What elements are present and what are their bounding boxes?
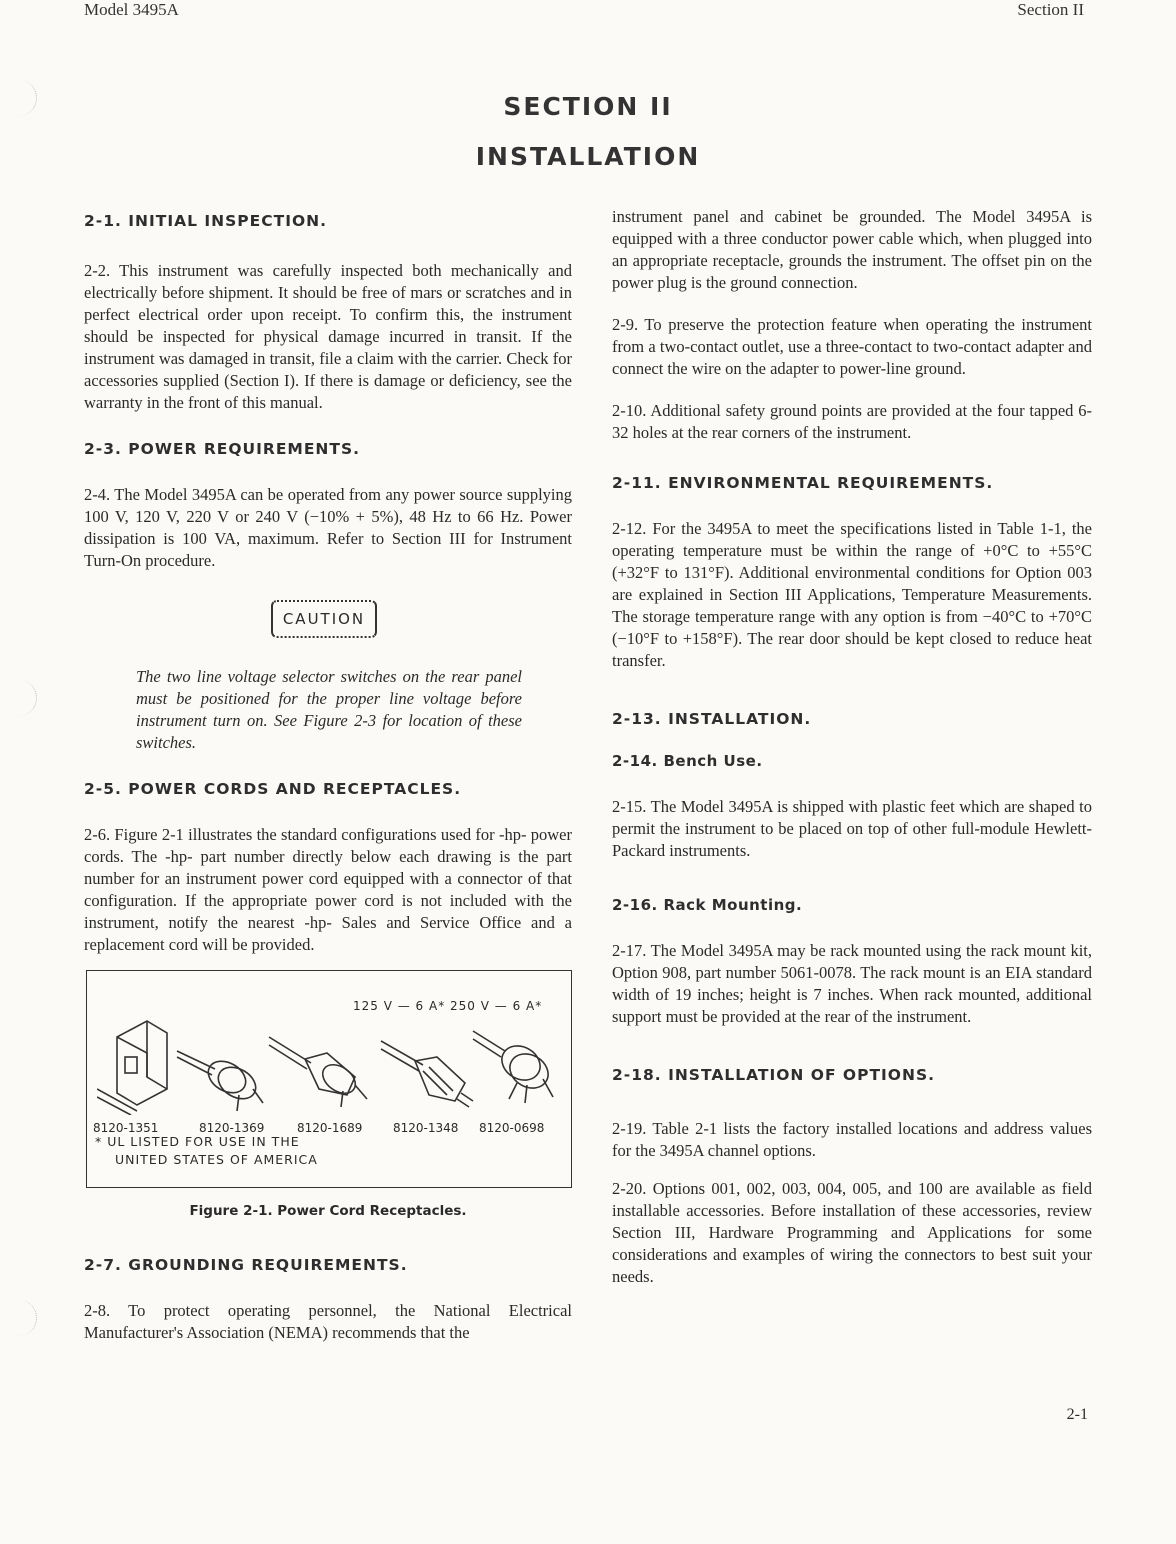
plug-8120-0698-icon <box>473 1031 554 1103</box>
binder-hole-mark <box>14 1300 37 1336</box>
part-number: 8120-1369 <box>199 1121 265 1135</box>
figure-caption: Figure 2-1. Power Cord Receptacles. <box>189 1203 467 1219</box>
paragraph-2-12: 2-12. For the 3495A to meet the specifications listed in Table 1-1, the operating temperature must be within the range of +0°C to +55°C (+32°F to 131°F). Additional environmental conditions for Option 003 are explained in Section III Applications, Temperature Measurements. The storage temperature range with any option is from −40°C to +70°C (−10°F to +158°F). The rear door should be kept closed to reduce heat transfer. <box>612 519 1092 670</box>
section-title: SECTION II <box>503 92 673 121</box>
left-column <box>84 210 572 1344</box>
paragraph-2-19: 2-19. Table 2-1 lists the factory installed locations and address values for the 3495A channel options. <box>612 1119 1092 1160</box>
power-plug-drawings <box>97 1007 567 1115</box>
paragraph-2-20: 2-20. Options 001, 002, 003, 004, 005, and 100 are available as field installable accessories. Before installation of these accessories, review Section III, Hardware Programming and Applications for some considerations and examples of wiring the connectors to best suit your needs. <box>612 1179 1092 1286</box>
paragraph-2-4: 2-4. The Model 3495A can be operated from any power source supplying 100 V, 120 V, 220 V or 240 V (−10% + 5%), 48 Hz to 66 Hz. Power dissipation is 100 VA, maximum. Refer to Section III for Instrument Turn-On procedure. <box>84 485 572 570</box>
part-number: 8120-1689 <box>297 1121 363 1135</box>
section-subtitle: INSTALLATION <box>475 142 701 171</box>
header-model: Model 3495A <box>84 0 179 19</box>
paragraph-2-10: 2-10. Additional safety ground points are provided at the four tapped 6-32 holes at the rear corners of the instrument. <box>612 401 1092 442</box>
right-column <box>612 206 1092 1288</box>
paragraph-2-6: 2-6. Figure 2-1 illustrates the standard configurations used for -hp- power cords. The -hp- part number directly below each drawing is the part number for an instrument power cord equipped with a connector of that configuration. If the appropriate power cord is not included with the instrument, notify the nearest -hp- Sales and Service Office and a replacement cord will be provided. <box>84 825 572 954</box>
page-number: 2-1 <box>1066 1406 1088 1423</box>
paragraph-2-8-continued: instrument panel and cabinet be grounded. The Model 3495A is equipped with a three conductor power cable which, when plugged into an appropriate receptacle, grounds the instrument. The offset pin on the power plug is the ground connection. <box>612 207 1092 292</box>
heading-power-requirements: 2-3. POWER REQUIREMENTS. <box>84 440 361 458</box>
paragraph-2-2: 2-2. This instrument was carefully inspected both mechanically and electrically before shipment. It should be free of mars or scratches and in perfect electrical order upon receipt. To confirm this, the instrument should be inspected for physical damage incurred in transit. If the instrument was damaged in transit, file a claim with the carrier. Check for accessories supplied (Section I). If there is damage or deficiency, see the warranty in the front of this manual. <box>84 261 572 412</box>
figure-power-cords <box>86 970 572 1188</box>
figure-ul-note <box>95 1133 318 1169</box>
paragraph-2-8: 2-8. To protect operating personnel, the National Electrical Manufacturer's Association (NEMA) recommends that the <box>84 1301 572 1342</box>
caution-label: CAUTION <box>271 600 377 638</box>
plug-8120-1369-icon <box>177 1051 263 1111</box>
heading-environmental-requirements: 2-11. ENVIRONMENTAL REQUIREMENTS. <box>612 474 994 492</box>
heading-installation: 2-13. INSTALLATION. <box>612 710 812 728</box>
part-number: 8120-1348 <box>393 1121 459 1135</box>
heading-power-cords: 2-5. POWER CORDS AND RECEPTACLES. <box>84 780 462 798</box>
heading-installation-of-options: 2-18. INSTALLATION OF OPTIONS. <box>612 1066 936 1084</box>
paragraph-2-15: 2-15. The Model 3495A is shipped with plastic feet which are shaped to permit the instrument to be placed on top of other full-module Hewlett-Packard instruments. <box>612 797 1092 860</box>
plug-8120-1348-icon <box>381 1041 473 1107</box>
part-number: 8120-0698 <box>479 1121 545 1135</box>
heading-rack-mounting: 2-16. Rack Mounting. <box>612 896 803 914</box>
plug-8120-1689-icon <box>269 1037 367 1107</box>
figure-rating-label: 125 V — 6 A* 250 V — 6 A* <box>353 999 543 1013</box>
heading-bench-use: 2-14. Bench Use. <box>612 752 763 770</box>
caution-text: The two line voltage selector switches on the rear panel must be positioned for the proper line voltage before instrument turn on. See Figure 2-3 for location of these switches. <box>136 667 522 752</box>
paragraph-2-17: 2-17. The Model 3495A may be rack mounted using the rack mount kit, Option 908, part number 5061-0078. The rack mount is an EIA standard width of 19 inches; height is 7 inches. When rack mounted, additional support must be provided at the rear of the instrument. <box>612 941 1092 1026</box>
heading-initial-inspection: 2-1. INITIAL INSPECTION. <box>84 212 328 230</box>
part-number: 8120-1351 <box>93 1121 159 1135</box>
header-section: Section II <box>1017 0 1084 19</box>
ul-note-line1: * UL LISTED FOR USE IN THE <box>95 1134 300 1149</box>
plug-8120-1351-icon <box>97 1021 167 1115</box>
heading-grounding-requirements: 2-7. GROUNDING REQUIREMENTS. <box>84 1256 408 1274</box>
caution-box <box>76 600 572 638</box>
ul-note-line2: UNITED STATES OF AMERICA <box>115 1152 318 1167</box>
binder-hole-mark <box>14 680 37 716</box>
paragraph-2-9: 2-9. To preserve the protection feature when operating the instrument from a two-contact outlet, use a three-contact to two-contact adapter and connect the wire on the adapter to power-line ground. <box>612 315 1092 378</box>
